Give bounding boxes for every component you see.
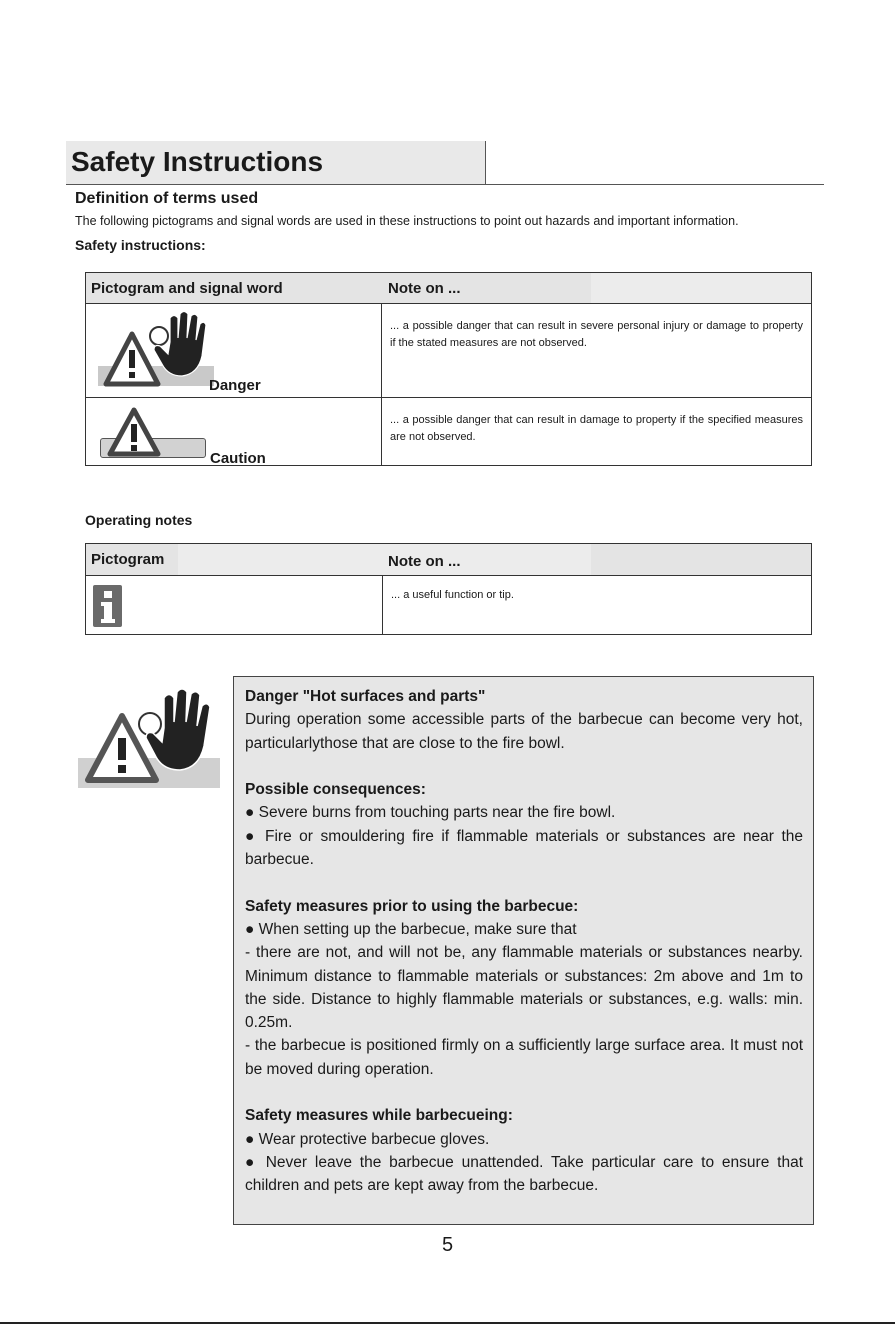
list-item: ● Severe burns from touching parts near the fire bowl. (245, 804, 616, 822)
warning-hand-icon (82, 686, 216, 786)
operating-notes-heading: Operating notes (85, 512, 193, 528)
caution-triangle-icon (106, 406, 166, 460)
definitions-intro: The following pictograms and signal words are used in these instructions to point out hazards and important information. (75, 214, 739, 228)
signal-danger: Danger (209, 377, 261, 394)
table-row (86, 304, 811, 398)
col-note-on: Note on ... (388, 553, 461, 570)
warning-title: Danger "Hot surfaces and parts" (245, 688, 486, 705)
table-header (86, 544, 811, 576)
caution-pictogram (98, 406, 298, 467)
hot-surface-warning-text (245, 685, 803, 1198)
list-item: - there are not, and will not be, any flammable materials or substances nearby. Minimum distance to flammable materials or substances: 2m above and 1m to the side. Distance to highly flammable materials or substances, e.g. walls: min. 0.25m. (245, 944, 803, 1032)
danger-pictogram (94, 310, 294, 394)
table-header (86, 273, 811, 304)
definitions-heading: Definition of terms used (75, 190, 259, 207)
page-number: 5 (441, 1234, 454, 1256)
title-rule (66, 184, 824, 185)
signal-word-table (85, 272, 812, 466)
col-note-on: Note on ... (388, 280, 461, 297)
warning-intro: During operation some accessible parts of the barbecue can become very hot, particularlythose that are close to the fire bowl. (245, 711, 803, 752)
page-title: Safety Instructions (71, 146, 324, 177)
table-row (86, 398, 811, 465)
safety-instructions-heading: Safety instructions: (75, 237, 206, 253)
col-pictogram-signal: Pictogram and signal word (91, 280, 283, 297)
consequences-heading: Possible consequences: (245, 781, 426, 799)
info-icon (93, 585, 122, 627)
list-item: - the barbecue is positioned firmly on a sufficiently large surface area. It must not be moved during operation. (245, 1037, 803, 1078)
danger-note: ... a possible danger that can result in severe personal injury or damage to property if the stated measures are not observed. (390, 320, 803, 349)
warning-hand-icon (102, 310, 217, 390)
hot-surface-pictogram (78, 686, 220, 790)
list-item: ● Wear protective barbecue gloves. (245, 1130, 490, 1148)
while-measures-heading: Safety measures while barbecueing: (245, 1107, 513, 1125)
column-divider (382, 576, 383, 634)
list-item: ● When setting up the barbecue, make sure that (245, 920, 577, 938)
operating-notes-table (85, 543, 812, 635)
tip-note: ... a useful function or tip. (391, 589, 514, 601)
list-item: ● Never leave the barbecue unattended. Take particular care to ensure that children and pets are kept away from the barbecue. (245, 1153, 803, 1195)
col-pictogram: Pictogram (91, 551, 165, 568)
list-item: ● Fire or smouldering fire if flammable materials or substances are near the barbecue. (245, 827, 803, 869)
title-divider (485, 141, 486, 184)
prior-measures-heading: Safety measures prior to using the barbecue: (245, 897, 579, 915)
signal-caution: Caution (210, 450, 266, 467)
caution-note: ... a possible danger that can result in damage to property if the specified measures are not observed. (390, 414, 803, 443)
